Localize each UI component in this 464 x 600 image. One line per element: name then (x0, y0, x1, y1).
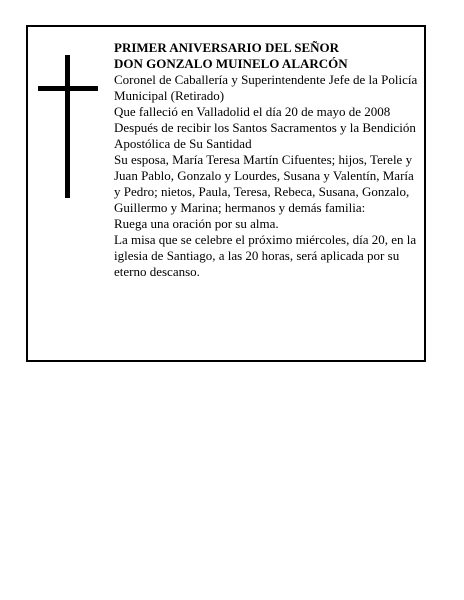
death-paragraph: Que falleció en Valladolid el día 20 de mayo de 2008 (114, 104, 391, 119)
rank-paragraph: Coronel de Caballería y Superintendente Jefe de la Policía Municipal (Retirado) (114, 72, 418, 103)
obituary-notice (26, 25, 426, 362)
family-paragraph: Su esposa, María Teresa Martín Cifuentes; hijos, Terele y Juan Pablo, Gonzalo y Lourdes, Susana y Valentín, María y Pedro; nietos, Paula, Teresa, Rebeca, Susana, Gonzalo, Guillermo y Marina; hermanos y demás familia: (114, 152, 414, 215)
title-line-1: PRIMER ANIVERSARIO DEL SEÑOR (114, 40, 340, 55)
sacraments-paragraph: Después de recibir los Santos Sacramentos y la Bendición Apostólica de Su Santidad (114, 120, 416, 151)
cross-horizontal-bar (38, 86, 98, 91)
cross-vertical-bar (65, 55, 70, 198)
cross-icon (38, 55, 98, 198)
notice-text (114, 40, 422, 280)
mass-paragraph: La misa que se celebre el próximo miércoles, día 20, en la iglesia de Santiago, a las 20 horas, será aplicada por su eterno descanso. (114, 232, 417, 279)
title-line-2: DON GONZALO MUINELO ALARCÓN (114, 56, 348, 71)
prayer-paragraph: Ruega una oración por su alma. (114, 216, 279, 231)
